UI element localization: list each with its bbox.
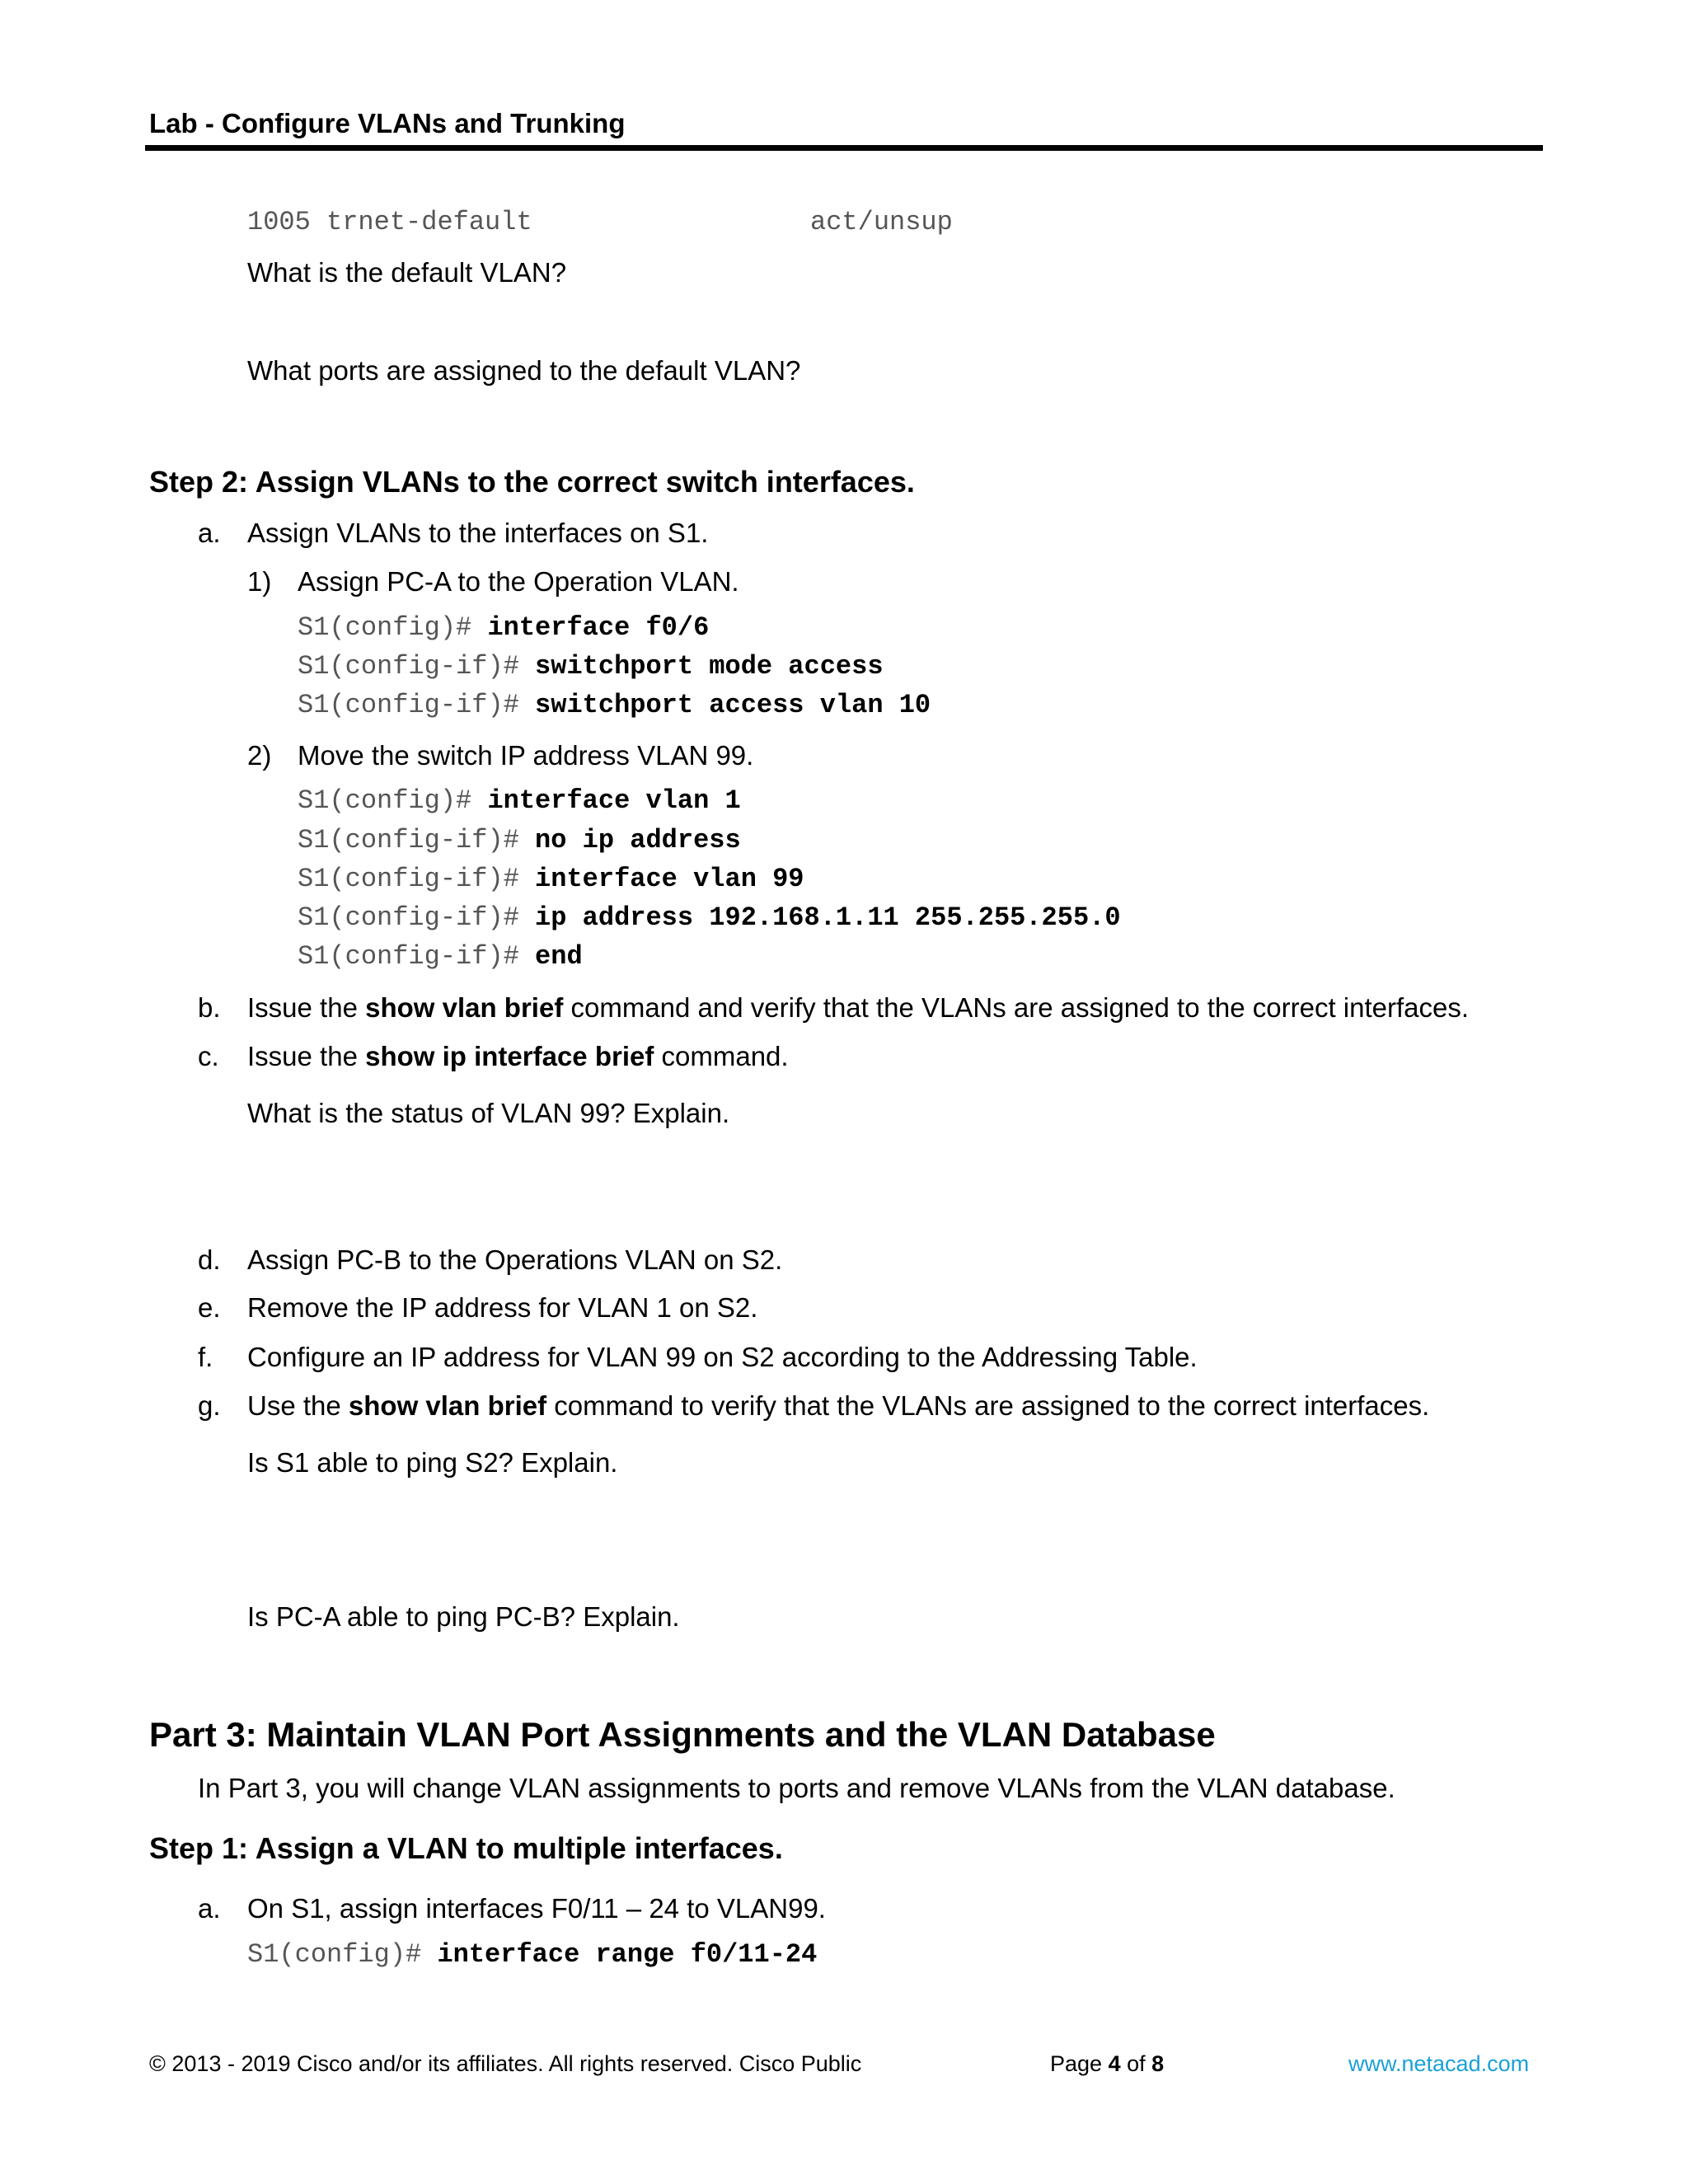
- item-f-text: Configure an IP address for VLAN 99 on S2 according to the Addressing Table.: [247, 1342, 1198, 1372]
- item-g-text: Use the show vlan brief command to verify that the VLANs are assigned to the correct interfaces.: [247, 1390, 1430, 1421]
- item-b-text: Issue the show vlan brief command and verify that the VLANs are assigned to the correct interfaces.: [247, 992, 1470, 1023]
- page-header-title: Lab - Configure VLANs and Trunking: [149, 108, 626, 138]
- question-default-vlan: What is the default VLAN?: [247, 257, 567, 288]
- item-marker-d: d.: [198, 1244, 221, 1275]
- command-line: S1(config-if)# interface vlan 99: [298, 864, 804, 894]
- item-marker-a: a.: [198, 518, 221, 548]
- question-default-vlan-ports: What ports are assigned to the default VLAN?: [247, 355, 801, 386]
- item-marker-c: c.: [198, 1041, 219, 1071]
- footer-page-number: Page 4 of 8: [1050, 2051, 1165, 2076]
- footer-site-link[interactable]: www.netacad.com: [1348, 2051, 1530, 2076]
- item-marker-g: g.: [198, 1390, 221, 1421]
- vlan-row-status: act/unsup: [810, 207, 953, 237]
- item-marker-e: e.: [198, 1292, 221, 1323]
- item-c-text: Issue the show ip interface brief command.: [247, 1041, 789, 1071]
- item-d-text: Assign PC-B to the Operations VLAN on S2.: [247, 1244, 783, 1275]
- command-line: S1(config-if)# switchport access vlan 10: [298, 690, 931, 720]
- vlan-row-id-name: 1005 trnet-default: [247, 207, 532, 237]
- command-line: S1(config-if)# switchport mode access: [298, 651, 884, 682]
- question-vlan99-status: What is the status of VLAN 99? Explain.: [247, 1098, 730, 1128]
- subitem-1-text: Assign PC-A to the Operation VLAN.: [298, 566, 739, 597]
- question-pca-ping-pcb: Is PC-A able to ping PC-B? Explain.: [247, 1601, 680, 1632]
- item-marker-a: a.: [198, 1893, 221, 1924]
- command-line: S1(config-if)# end: [298, 941, 583, 972]
- command-line: S1(config)# interface f0/6: [298, 612, 710, 643]
- part3-item-a-text: On S1, assign interfaces F0/11 – 24 to VLAN99.: [247, 1893, 826, 1924]
- item-marker-f: f.: [198, 1342, 213, 1372]
- footer-copyright: © 2013 - 2019 Cisco and/or its affiliates. All rights reserved. Cisco Public: [149, 2051, 862, 2076]
- part3-intro: In Part 3, you will change VLAN assignments to ports and remove VLANs from the VLAN database.: [198, 1773, 1395, 1803]
- command-line: S1(config-if)# no ip address: [298, 825, 741, 855]
- header-rule: [145, 145, 1543, 151]
- command-line: S1(config-if)# ip address 192.168.1.11 255.255.255.0: [298, 902, 1121, 933]
- step1-heading: Step 1: Assign a VLAN to multiple interfaces.: [149, 1831, 783, 1865]
- step2-heading: Step 2: Assign VLANs to the correct switch interfaces.: [149, 465, 915, 499]
- question-s1-ping-s2: Is S1 able to ping S2? Explain.: [247, 1447, 618, 1478]
- subitem-marker-1: 1): [247, 566, 272, 597]
- subitem-2-text: Move the switch IP address VLAN 99.: [298, 740, 754, 771]
- item-e-text: Remove the IP address for VLAN 1 on S2.: [247, 1292, 758, 1323]
- part3-heading: Part 3: Maintain VLAN Port Assignments and the VLAN Database: [149, 1715, 1216, 1754]
- command-line: S1(config)# interface range f0/11-24: [247, 1939, 818, 1970]
- item-marker-b: b.: [198, 992, 221, 1023]
- command-line: S1(config)# interface vlan 1: [298, 785, 741, 816]
- item-a-text: Assign VLANs to the interfaces on S1.: [247, 518, 709, 548]
- subitem-marker-2: 2): [247, 740, 272, 771]
